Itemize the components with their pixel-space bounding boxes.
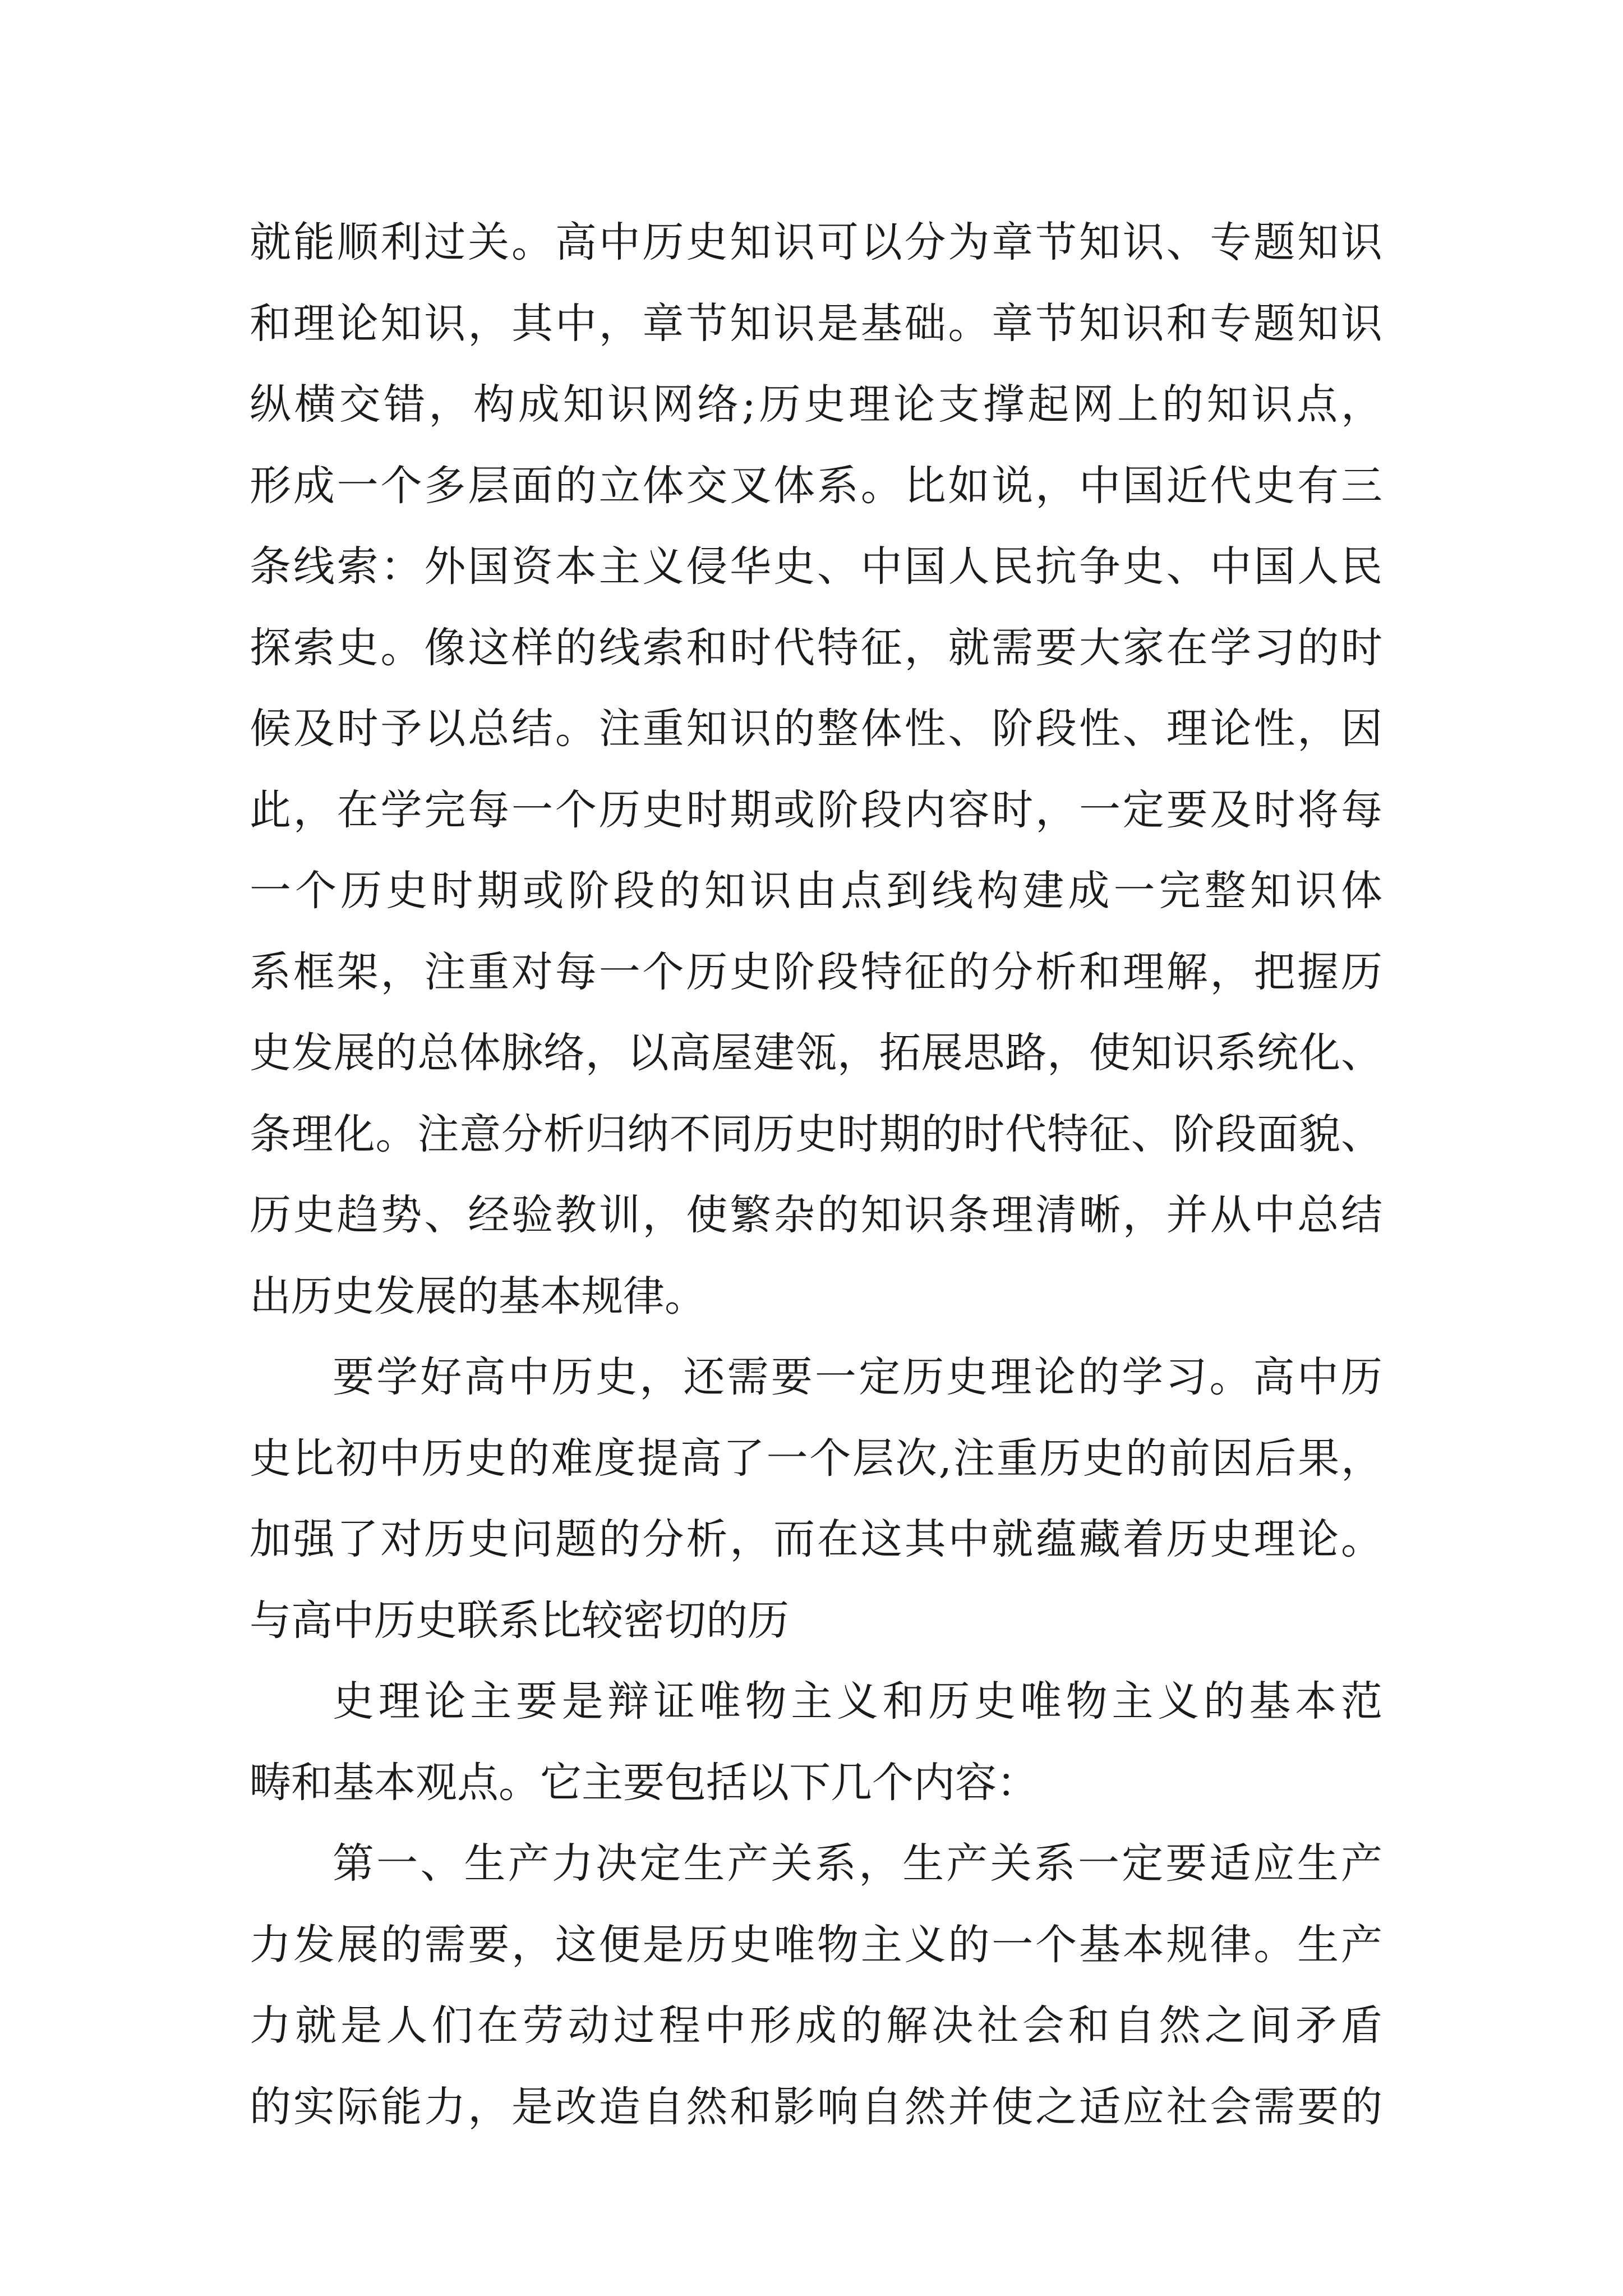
text-line: 历史趋势、经验教训，使繁杂的知识条理清晰，并从中总结 bbox=[250, 1191, 1382, 1239]
text-line: 探索史。像这样的线索和时代特征，就需要大家在学习的时 bbox=[250, 623, 1382, 672]
text-line: 候及时予以总结。注重知识的整体性、阶段性、理论性，因 bbox=[250, 705, 1382, 753]
text-line: 史发展的总体脉络，以高屋建瓴，拓展思路，使知识系统化、 bbox=[250, 1029, 1382, 1077]
text-line: 此，在学完每一个历史时期或阶段内容时，一定要及时将每 bbox=[250, 785, 1382, 834]
text-line: 加强了对历史问题的分析，而在这其中就蕴藏着历史理论。 bbox=[250, 1515, 1382, 1563]
text-line: 史比初中历史的难度提高了一个层次,注重历史的前因后果， bbox=[250, 1434, 1382, 1483]
text-line: 条线索：外国资本主义侵华史、中国人民抗争史、中国人民 bbox=[250, 542, 1382, 591]
text-line: 史理论主要是辩证唯物主义和历史唯物主义的基本范 bbox=[333, 1677, 1382, 1726]
text-line: 形成一个多层面的立体交叉体系。比如说，中国近代史有三 bbox=[250, 461, 1382, 510]
text-line: 出历史发展的基本规律。 bbox=[250, 1272, 706, 1320]
text-line: 就能顺利过关。高中历史知识可以分为章节知识、专题知识 bbox=[250, 218, 1382, 266]
text-line: 要学好高中历史，还需要一定历史理论的学习。高中历 bbox=[333, 1353, 1382, 1401]
text-line: 纵横交错，构成知识网络;历史理论支撑起网上的知识点， bbox=[250, 380, 1382, 429]
body-text bbox=[250, 202, 1382, 2147]
text-line: 与高中历史联系比较密切的历 bbox=[250, 1596, 789, 1645]
text-line: 系框架，注重对每一个历史阶段特征的分析和理解，把握历 bbox=[250, 947, 1382, 996]
text-line: 力发展的需要，这便是历史唯物主义的一个基本规律。生产 bbox=[250, 1920, 1382, 1969]
text-line: 条理化。注意分析归纳不同历史时期的时代特征、阶段面貌、 bbox=[250, 1110, 1382, 1158]
text-line: 和理论知识，其中，章节知识是基础。章节知识和专题知识 bbox=[250, 299, 1382, 348]
text-line: 第一、生产力决定生产关系，生产关系一定要适应生产 bbox=[333, 1839, 1382, 1888]
text-line: 一个历史时期或阶段的知识由点到线构建成一完整知识体 bbox=[250, 867, 1382, 915]
text-line: 力就是人们在劳动过程中形成的解决社会和自然之间矛盾 bbox=[250, 2001, 1382, 2050]
text-line: 的实际能力，是改造自然和影响自然并使之适应社会需要的 bbox=[250, 2082, 1382, 2131]
text-line: 畴和基本观点。它主要包括以下几个内容： bbox=[250, 1758, 1038, 1807]
